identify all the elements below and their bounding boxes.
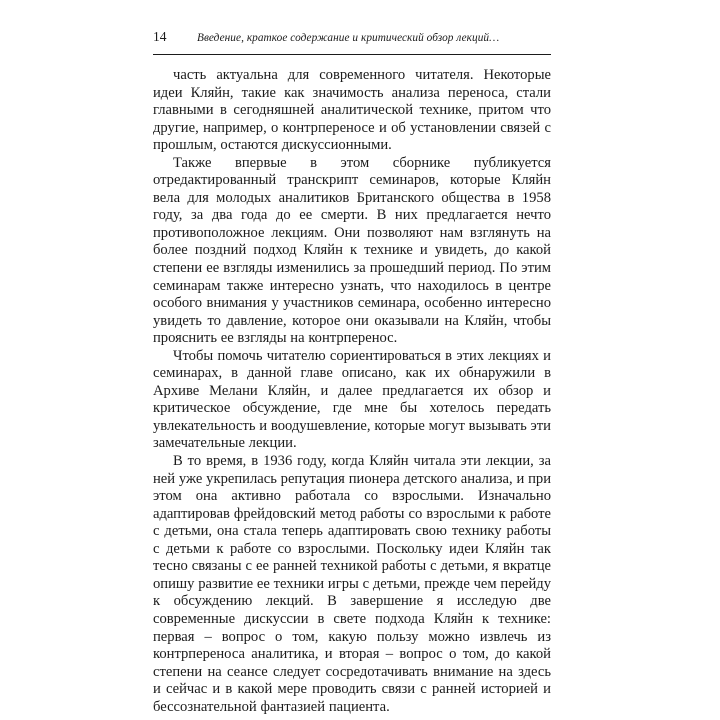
body-text [153,67,551,716]
page-content-block [153,30,551,716]
page-number: 14 [153,29,167,44]
paragraph-2: Также впервые в этом сборнике публикуется отредактированный транскрипт семинаров, которые Кляйн вела для молодых аналитиков Британского общества в 1958 году, за два года до ее смерти. В них предлагается нечто противоположное лекциям. Они позволяют нам взглянуть на более поздний подход Кляйн к технике и увидеть, до какой степени ее взгляды изменились за прошедший период. По этим семинарам также интересно узнать, что находилось в центре особого внимания у участников семинара, особенно интересно увидеть то давление, которое они оказывали на Кляйн, чтобы прояснить ее взгляды на контрперенос. [153,154,551,347]
paragraph-3: Чтобы помочь читателю сориентироваться в этих лекциях и семинарах, в данной главе описано, как их обнаружили в Архиве Мелани Кляйн, и далее предлагается их обзор и критическое обсуждение, где мне бы хотелось передать увлекательность и воодушевление, которые могут вызывать эти замечательные лекции. [153,347,551,452]
running-title: Введение, краткое содержание и критический обзор лекций… [197,33,500,44]
running-head [153,30,551,55]
paragraph-1: часть актуальна для современного читателя. Некоторые идеи Кляйн, такие как значимость анализа переноса, стали главными в сегодняшней аналитической технике, притом что другие, например, о контрпереносе и об установлении связей с прошлым, остаются дискуссионными. [153,67,551,154]
paragraph-4: В то время, в 1936 году, когда Кляйн читала эти лекции, за ней уже укрепилась репутация пионера детского анализа, и при этом она активно работала со взрослыми. Изначально адаптировав фрейдовский метод работы со взрослыми к работе с детьми, она стала теперь адаптировать свою технику работы с детьми к работе со взрослыми. Поскольку идеи Кляйн так тесно связаны с ее ранней техникой работы с детьми, я вкратце опишу развитие ее техники игры с детьми, прежде чем перейду к обсуждению лекций. В завершение я исследую две современные дискуссии в свете подхода Кляйн к технике: первая – вопрос о том, какую пользу можно извлечь из контрпереноса аналитика, и вторая – вопрос о том, до какой степени на сеансе следует сосредотачивать внимание на здесь и сейчас и в какой мере проводить связи с ранней историей и бессознательной фантазией пациента. [153,453,551,715]
